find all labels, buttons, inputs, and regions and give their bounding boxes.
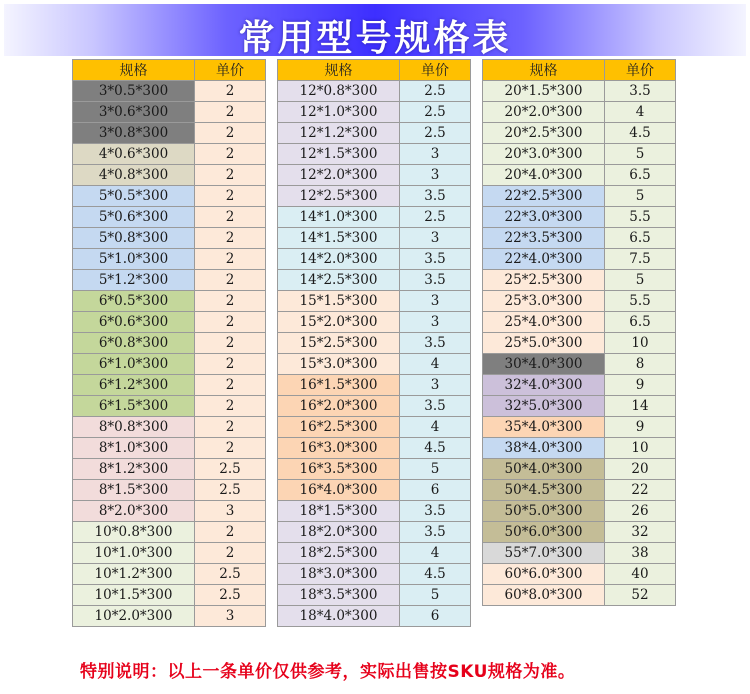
spec-cell: 10*1.0*300 xyxy=(73,543,195,564)
price-cell: 2.5 xyxy=(195,564,266,585)
table-row xyxy=(278,207,471,228)
spec-cell: 30*4.0*300 xyxy=(483,354,605,375)
spec-cell: 16*2.0*300 xyxy=(278,396,400,417)
spec-cell: 5*1.0*300 xyxy=(73,249,195,270)
table-row xyxy=(483,606,676,627)
spec-cell: 50*4.5*300 xyxy=(483,480,605,501)
spec-cell: 18*2.0*300 xyxy=(278,522,400,543)
table-row xyxy=(483,249,676,270)
price-cell: 3.5 xyxy=(400,396,471,417)
spec-cell: 50*6.0*300 xyxy=(483,522,605,543)
spec-cell: 8*1.5*300 xyxy=(73,480,195,501)
table-row xyxy=(278,249,471,270)
spec-cell: 16*3.5*300 xyxy=(278,459,400,480)
table-row xyxy=(483,438,676,459)
spec-cell: 15*2.0*300 xyxy=(278,312,400,333)
table-row xyxy=(278,228,471,249)
spec-cell: 20*2.5*300 xyxy=(483,123,605,144)
table-row xyxy=(483,564,676,585)
page-title: 常用型号规格表 xyxy=(238,18,512,59)
spec-cell: 16*2.5*300 xyxy=(278,417,400,438)
spec-cell: 6*0.6*300 xyxy=(73,312,195,333)
price-cell: 2 xyxy=(195,102,266,123)
table-row xyxy=(73,249,266,270)
price-cell: 2 xyxy=(195,417,266,438)
table-row xyxy=(73,186,266,207)
table-row xyxy=(483,312,676,333)
price-cell: 5 xyxy=(605,186,676,207)
price-cell: 6 xyxy=(400,606,471,627)
price-cell: 2 xyxy=(195,165,266,186)
price-cell: 22 xyxy=(605,480,676,501)
spec-cell: 55*7.0*300 xyxy=(483,543,605,564)
price-cell: 3 xyxy=(400,144,471,165)
spec-cell: 50*4.0*300 xyxy=(483,459,605,480)
spec-table-2 xyxy=(277,59,471,627)
spec-cell: 20*4.0*300 xyxy=(483,165,605,186)
table-row xyxy=(483,480,676,501)
spec-cell: 10*1.5*300 xyxy=(73,585,195,606)
spec-cell: 25*3.0*300 xyxy=(483,291,605,312)
price-cell: 5 xyxy=(605,270,676,291)
spec-cell: 18*1.5*300 xyxy=(278,501,400,522)
table-row xyxy=(73,417,266,438)
table-row xyxy=(73,354,266,375)
spec-cell: 6*1.0*300 xyxy=(73,354,195,375)
price-cell: 2.5 xyxy=(400,81,471,102)
table-row xyxy=(73,102,266,123)
table-row xyxy=(73,480,266,501)
spec-cell: 3*0.6*300 xyxy=(73,102,195,123)
table-row xyxy=(278,438,471,459)
spec-cell: 6*1.2*300 xyxy=(73,375,195,396)
spec-cell: 6*0.8*300 xyxy=(73,333,195,354)
spec-cell: 5*0.6*300 xyxy=(73,207,195,228)
price-cell: 2.5 xyxy=(400,207,471,228)
price-cell: 2 xyxy=(195,186,266,207)
table-row xyxy=(483,207,676,228)
table-row xyxy=(483,123,676,144)
price-cell: 2 xyxy=(195,396,266,417)
table-row xyxy=(278,102,471,123)
table-row xyxy=(73,312,266,333)
price-cell: 5.5 xyxy=(605,207,676,228)
table-row xyxy=(483,543,676,564)
spec-cell: 12*0.8*300 xyxy=(278,81,400,102)
price-cell: 52 xyxy=(605,585,676,606)
spec-cell: 15*3.0*300 xyxy=(278,354,400,375)
table-row xyxy=(278,417,471,438)
price-cell: 5 xyxy=(400,585,471,606)
price-cell: 3 xyxy=(400,228,471,249)
table-row xyxy=(483,144,676,165)
price-cell: 3 xyxy=(400,165,471,186)
table-header-row xyxy=(483,60,676,81)
price-cell: 2 xyxy=(195,207,266,228)
table-row xyxy=(278,186,471,207)
footnote: 特别说明：以上一条单价仅供参考，实际出售按SKU规格为准。 xyxy=(80,662,576,682)
table-row xyxy=(483,81,676,102)
table-row xyxy=(73,438,266,459)
price-cell: 2 xyxy=(195,333,266,354)
spec-cell: 22*2.5*300 xyxy=(483,186,605,207)
price-cell: 2.5 xyxy=(195,459,266,480)
price-cell: 6.5 xyxy=(605,165,676,186)
price-cell: 5 xyxy=(400,459,471,480)
price-cell: 4 xyxy=(400,354,471,375)
spec-cell: 22*3.0*300 xyxy=(483,207,605,228)
price-header: 单价 xyxy=(400,60,471,81)
table-row xyxy=(278,333,471,354)
table-row xyxy=(278,522,471,543)
spec-cell: 5*0.8*300 xyxy=(73,228,195,249)
price-cell: 2 xyxy=(195,270,266,291)
spec-cell: 20*2.0*300 xyxy=(483,102,605,123)
table-row xyxy=(483,291,676,312)
spec-cell: 6*1.5*300 xyxy=(73,396,195,417)
spec-cell: 14*1.0*300 xyxy=(278,207,400,228)
spec-cell: 12*2.0*300 xyxy=(278,165,400,186)
price-cell: 2 xyxy=(195,312,266,333)
spec-cell: 18*3.0*300 xyxy=(278,564,400,585)
table-row xyxy=(278,396,471,417)
table-row xyxy=(278,123,471,144)
spec-cell: 14*1.5*300 xyxy=(278,228,400,249)
table-row xyxy=(483,522,676,543)
table-row xyxy=(73,606,266,627)
price-cell: 2 xyxy=(195,81,266,102)
spec-cell: 14*2.5*300 xyxy=(278,270,400,291)
table-row xyxy=(483,375,676,396)
price-cell: 6.5 xyxy=(605,312,676,333)
price-cell: 2 xyxy=(195,291,266,312)
spec-cell: 12*1.0*300 xyxy=(278,102,400,123)
spec-cell: 10*2.0*300 xyxy=(73,606,195,627)
spec-cell: 50*5.0*300 xyxy=(483,501,605,522)
spec-cell: 25*4.0*300 xyxy=(483,312,605,333)
table-row xyxy=(73,270,266,291)
spec-cell: 32*4.0*300 xyxy=(483,375,605,396)
price-cell: 3.5 xyxy=(400,249,471,270)
price-cell: 2.5 xyxy=(400,102,471,123)
table-row xyxy=(73,123,266,144)
spec-cell: 18*4.0*300 xyxy=(278,606,400,627)
price-cell xyxy=(605,606,676,627)
table-row xyxy=(483,228,676,249)
price-cell: 20 xyxy=(605,459,676,480)
table-row xyxy=(73,375,266,396)
spec-cell: 8*1.2*300 xyxy=(73,459,195,480)
table-row xyxy=(483,186,676,207)
price-cell: 40 xyxy=(605,564,676,585)
table-header-row xyxy=(73,60,266,81)
spec-cell: 60*6.0*300 xyxy=(483,564,605,585)
table-row xyxy=(278,585,471,606)
price-cell: 3.5 xyxy=(400,333,471,354)
price-cell: 2 xyxy=(195,438,266,459)
price-cell: 10 xyxy=(605,438,676,459)
price-cell: 9 xyxy=(605,375,676,396)
spec-cell: 32*5.0*300 xyxy=(483,396,605,417)
price-cell: 2.5 xyxy=(400,123,471,144)
spec-cell: 22*3.5*300 xyxy=(483,228,605,249)
price-header: 单价 xyxy=(605,60,676,81)
spec-header: 规格 xyxy=(278,60,400,81)
spec-header: 规格 xyxy=(483,60,605,81)
table-row xyxy=(483,459,676,480)
price-cell: 2 xyxy=(195,522,266,543)
price-cell: 2 xyxy=(195,354,266,375)
price-cell: 4 xyxy=(605,102,676,123)
table-row xyxy=(73,396,266,417)
spec-cell: 10*1.2*300 xyxy=(73,564,195,585)
table-row xyxy=(483,585,676,606)
spec-cell: 18*3.5*300 xyxy=(278,585,400,606)
spec-cell: 4*0.6*300 xyxy=(73,144,195,165)
table-row xyxy=(73,207,266,228)
table-row xyxy=(278,501,471,522)
spec-cell: 20*3.0*300 xyxy=(483,144,605,165)
table-row xyxy=(483,165,676,186)
table-row xyxy=(73,522,266,543)
table-row xyxy=(73,543,266,564)
table-row xyxy=(278,543,471,564)
spec-cell: 18*2.5*300 xyxy=(278,543,400,564)
spec-cell: 8*2.0*300 xyxy=(73,501,195,522)
table-header-row xyxy=(278,60,471,81)
spec-cell: 60*8.0*300 xyxy=(483,585,605,606)
price-cell: 3.5 xyxy=(400,522,471,543)
spec-cell: 10*0.8*300 xyxy=(73,522,195,543)
spec-table-3 xyxy=(482,59,676,627)
price-cell: 32 xyxy=(605,522,676,543)
spec-cell: 6*0.5*300 xyxy=(73,291,195,312)
spec-cell: 22*4.0*300 xyxy=(483,249,605,270)
price-cell: 2 xyxy=(195,144,266,165)
price-cell: 14 xyxy=(605,396,676,417)
spec-cell: 12*2.5*300 xyxy=(278,186,400,207)
table-row xyxy=(483,501,676,522)
price-cell: 4.5 xyxy=(400,438,471,459)
table-row xyxy=(73,459,266,480)
spec-cell: 4*0.8*300 xyxy=(73,165,195,186)
price-cell: 2 xyxy=(195,375,266,396)
price-cell: 3.5 xyxy=(605,81,676,102)
price-cell: 3 xyxy=(195,501,266,522)
price-cell: 10 xyxy=(605,333,676,354)
title-banner xyxy=(4,4,746,59)
price-cell: 2.5 xyxy=(195,480,266,501)
spec-cell: 12*1.5*300 xyxy=(278,144,400,165)
table-row xyxy=(278,375,471,396)
table-row xyxy=(73,144,266,165)
table-row xyxy=(73,291,266,312)
price-cell: 3 xyxy=(195,606,266,627)
spec-cell: 3*0.5*300 xyxy=(73,81,195,102)
table-row xyxy=(483,417,676,438)
spec-cell: 25*5.0*300 xyxy=(483,333,605,354)
table-row xyxy=(73,81,266,102)
spec-cell: 16*3.0*300 xyxy=(278,438,400,459)
table-row xyxy=(483,270,676,291)
price-cell: 3.5 xyxy=(400,270,471,291)
table-row xyxy=(278,270,471,291)
spec-cell: 14*2.0*300 xyxy=(278,249,400,270)
table-row xyxy=(73,585,266,606)
spec-cell: 38*4.0*300 xyxy=(483,438,605,459)
spec-cell: 15*2.5*300 xyxy=(278,333,400,354)
price-cell: 6.5 xyxy=(605,228,676,249)
price-cell: 6 xyxy=(400,480,471,501)
price-cell: 8 xyxy=(605,354,676,375)
table-row xyxy=(278,165,471,186)
price-cell: 2 xyxy=(195,228,266,249)
price-cell: 7.5 xyxy=(605,249,676,270)
spec-cell: 35*4.0*300 xyxy=(483,417,605,438)
spec-cell: 25*2.5*300 xyxy=(483,270,605,291)
table-row xyxy=(278,564,471,585)
price-cell: 2 xyxy=(195,123,266,144)
spec-cell: 3*0.8*300 xyxy=(73,123,195,144)
spec-cell: 8*1.0*300 xyxy=(73,438,195,459)
spec-cell: 15*1.5*300 xyxy=(278,291,400,312)
price-cell: 26 xyxy=(605,501,676,522)
price-cell: 38 xyxy=(605,543,676,564)
table-row xyxy=(278,354,471,375)
price-cell: 3 xyxy=(400,291,471,312)
price-cell: 2 xyxy=(195,543,266,564)
spec-cell: 8*0.8*300 xyxy=(73,417,195,438)
price-cell: 4 xyxy=(400,543,471,564)
table-row xyxy=(73,165,266,186)
price-cell: 3 xyxy=(400,375,471,396)
price-cell: 4.5 xyxy=(400,564,471,585)
table-row xyxy=(278,291,471,312)
table-row xyxy=(278,606,471,627)
price-cell: 2 xyxy=(195,249,266,270)
table-row xyxy=(278,144,471,165)
spec-cell: 16*4.0*300 xyxy=(278,480,400,501)
table-row xyxy=(73,564,266,585)
table-row xyxy=(278,312,471,333)
price-cell: 5 xyxy=(605,144,676,165)
spec-table-1 xyxy=(72,59,266,627)
table-row xyxy=(73,501,266,522)
table-row xyxy=(483,354,676,375)
table-row xyxy=(483,396,676,417)
table-row xyxy=(278,81,471,102)
table-row xyxy=(483,102,676,123)
price-cell: 5.5 xyxy=(605,291,676,312)
spec-header: 规格 xyxy=(73,60,195,81)
price-cell: 3.5 xyxy=(400,186,471,207)
table-row xyxy=(73,333,266,354)
table-row xyxy=(278,480,471,501)
table-row xyxy=(278,459,471,480)
spec-cell: 5*1.2*300 xyxy=(73,270,195,291)
spec-cell xyxy=(483,606,605,627)
price-cell: 4.5 xyxy=(605,123,676,144)
price-cell: 9 xyxy=(605,417,676,438)
spec-cell: 20*1.5*300 xyxy=(483,81,605,102)
table-row xyxy=(73,228,266,249)
price-header: 单价 xyxy=(195,60,266,81)
price-cell: 2.5 xyxy=(195,585,266,606)
price-cell: 3.5 xyxy=(400,501,471,522)
spec-cell: 12*1.2*300 xyxy=(278,123,400,144)
table-row xyxy=(483,333,676,354)
price-cell: 3 xyxy=(400,312,471,333)
price-cell: 4 xyxy=(400,417,471,438)
spec-cell: 16*1.5*300 xyxy=(278,375,400,396)
spec-cell: 5*0.5*300 xyxy=(73,186,195,207)
